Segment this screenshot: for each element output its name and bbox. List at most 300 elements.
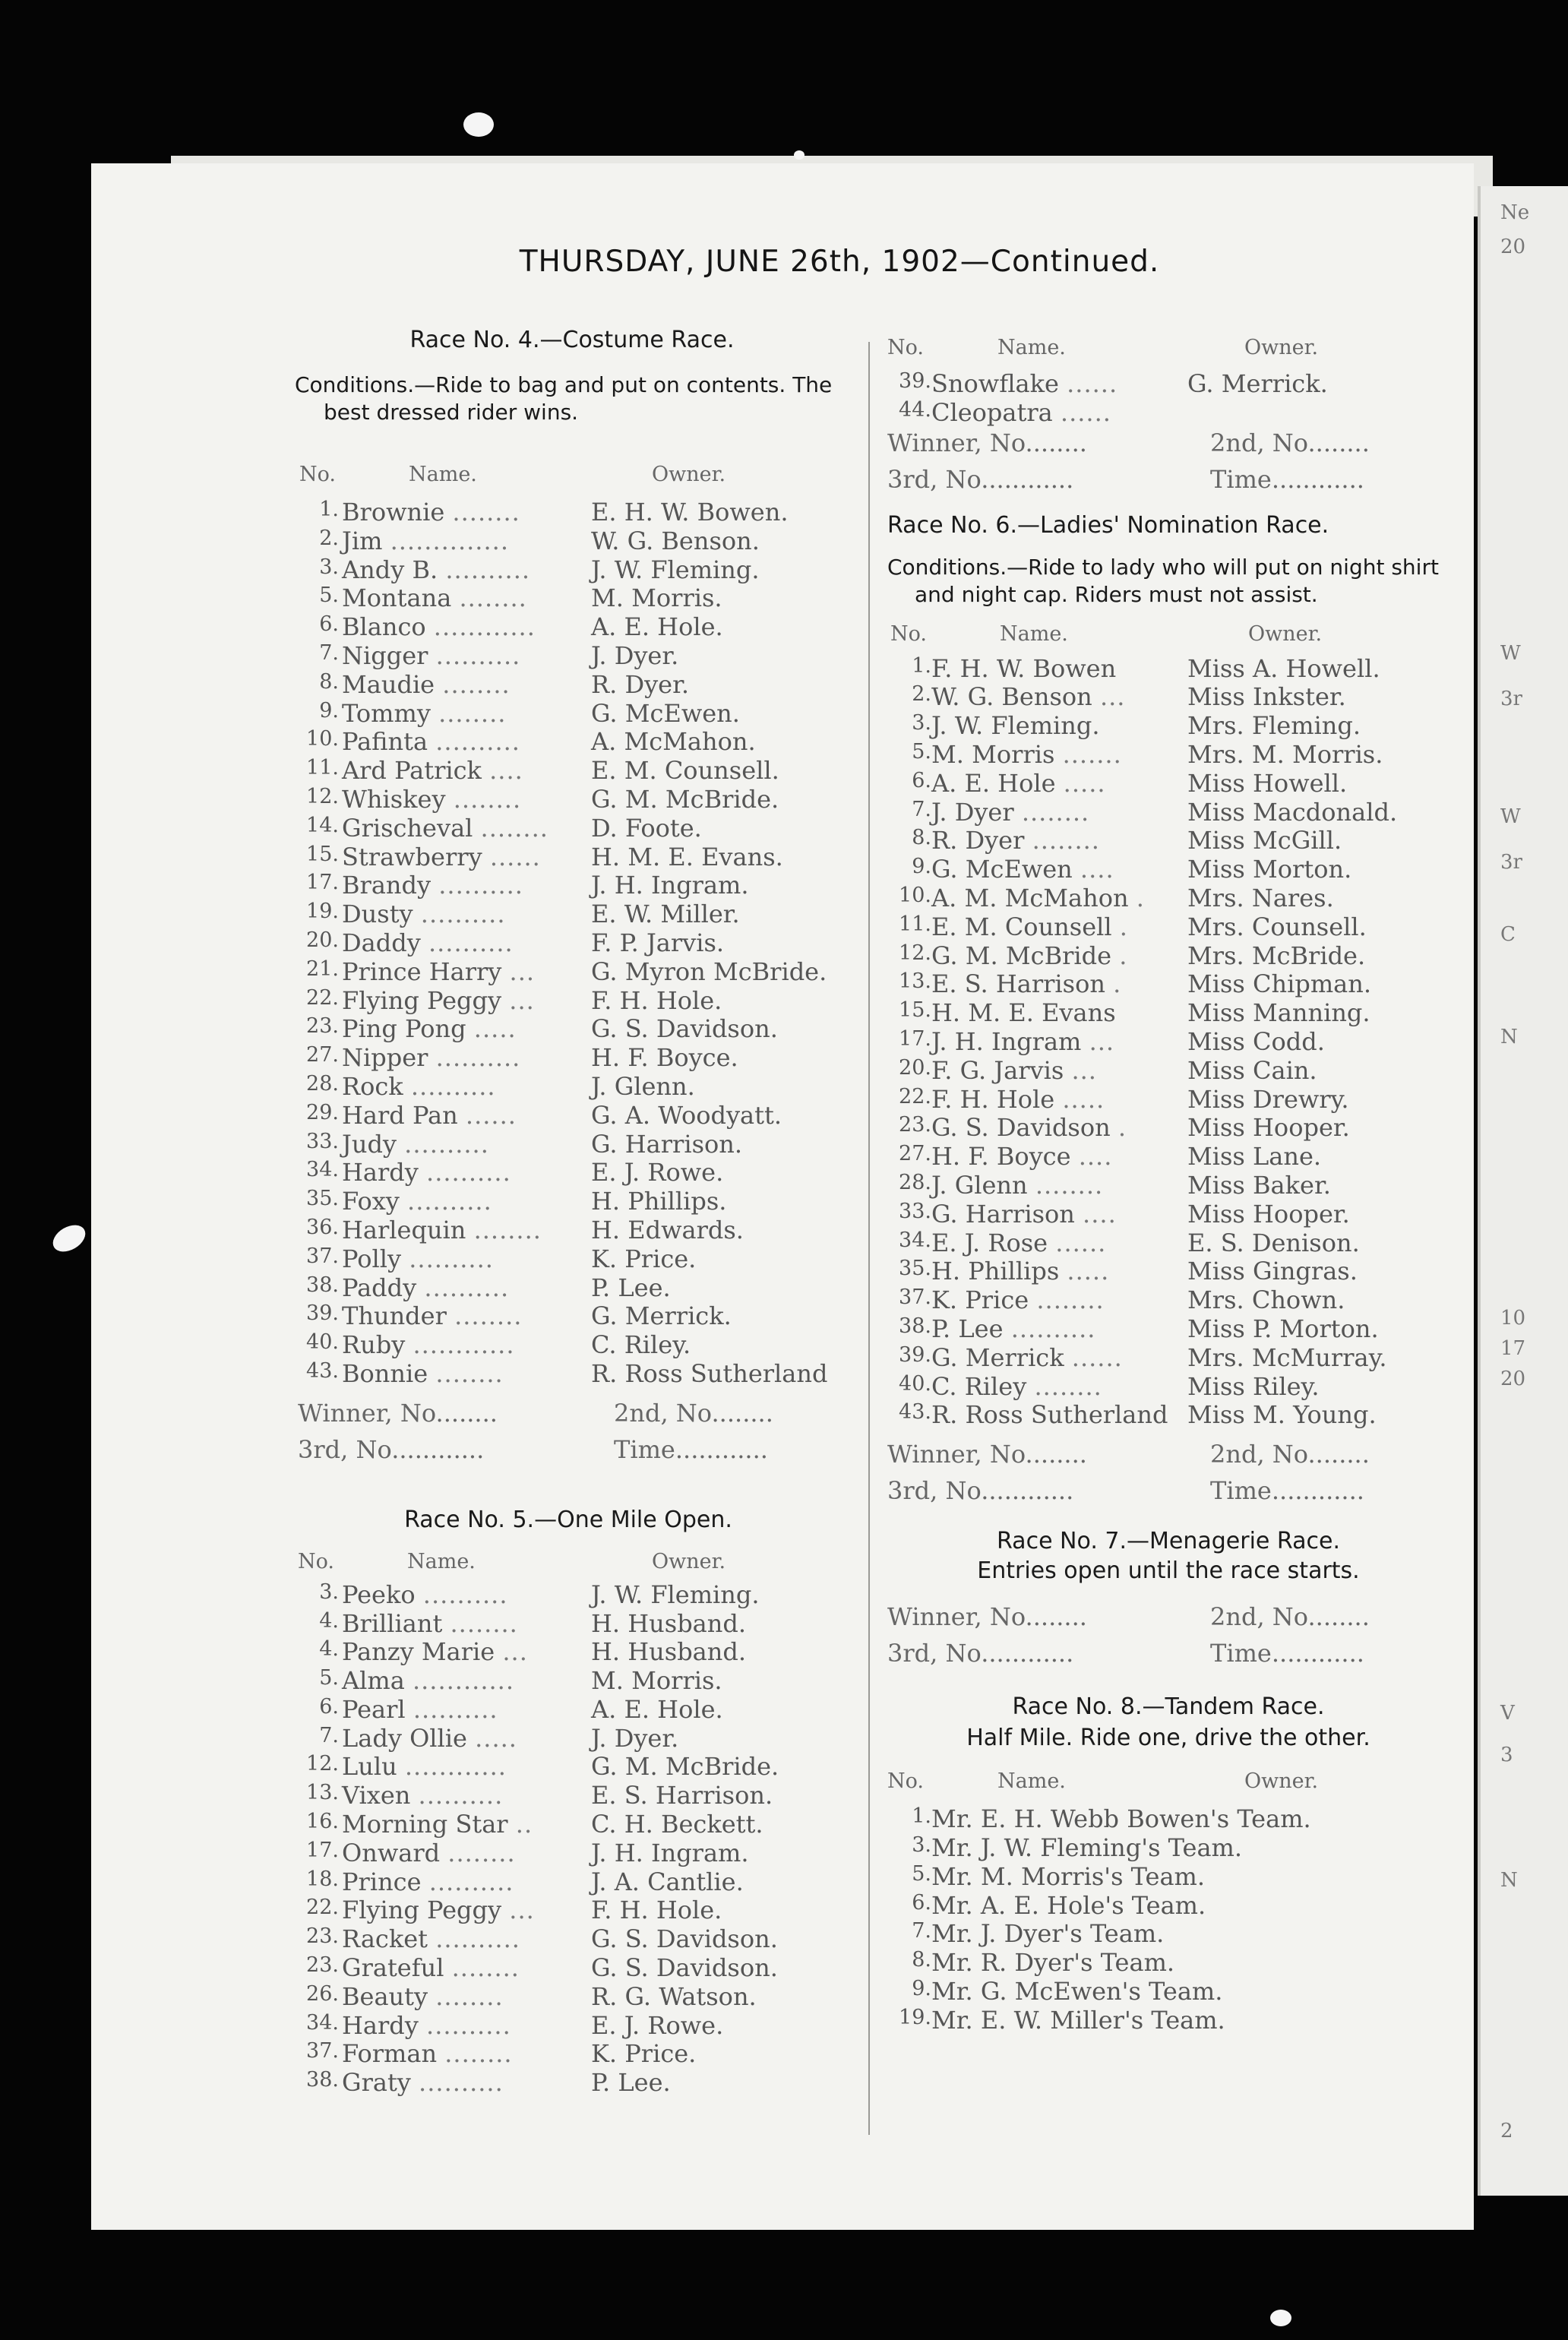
leader-dots: ........ [442, 669, 511, 699]
entry-owner: Miss Morton. [1187, 855, 1352, 884]
entry-row [295, 1014, 857, 1043]
entry-owner: G. Harrison. [591, 1129, 743, 1159]
entry-name [342, 583, 527, 612]
entry-name-text: Mr. M. Morris's Team. [931, 1861, 1206, 1891]
entry-owner: Mrs. Chown. [1187, 1285, 1345, 1315]
leader-dots: ........ [473, 1215, 542, 1244]
entry-number: 13. [899, 969, 931, 994]
entry-row [295, 1637, 857, 1666]
entry-number: 34. [899, 1228, 931, 1252]
leader-dots: ... [1071, 1055, 1097, 1085]
entry-name [931, 398, 1111, 427]
leader-dots: .......... [435, 727, 520, 757]
entry-number: 15. [306, 842, 339, 866]
entry-row [887, 1804, 1449, 1833]
entry-row [887, 1372, 1449, 1401]
header-owner: Owner. [652, 1549, 726, 1573]
entry-number: 12. [899, 941, 931, 965]
leader-dots: ...... [1060, 397, 1111, 427]
next-page-fragment: 17 [1500, 1337, 1526, 1360]
entry-row [887, 1862, 1449, 1891]
entry-name [931, 1804, 1311, 1833]
header-no: No. [299, 463, 336, 486]
entry-name-text: Hard Pan [342, 1100, 458, 1130]
next-page-fragment: 3r [1500, 851, 1522, 874]
entry-number: 17. [306, 871, 339, 895]
entry-name-text: A. M. McMahon [931, 883, 1129, 912]
entry-owner: A. E. Hole. [591, 1694, 723, 1724]
entry-number: 26. [306, 1981, 339, 2006]
entry-number: 9. [912, 1976, 931, 2000]
entry-number: 20. [899, 1055, 931, 1080]
entry-name-text: Mr. G. McEwen's Team. [931, 1976, 1223, 2006]
entry-number: 10. [899, 883, 931, 907]
leader-dots: .......... [413, 1694, 498, 1724]
entry-name-text: Prince [342, 1867, 422, 1896]
entry-name-text: Thunder [342, 1301, 447, 1331]
entry-owner: J. H. Ingram. [591, 1838, 749, 1867]
entry-name [342, 612, 536, 641]
entry-row [295, 814, 857, 843]
entry-number: 5. [912, 739, 931, 764]
next-page-fragment: N [1500, 1026, 1518, 1048]
entry-name-text: F. H. W. Bowen [931, 653, 1117, 683]
leader-dots: .. [515, 1810, 533, 1839]
entry-owner: R. G. Watson. [591, 1981, 757, 2011]
entry-name [342, 1187, 492, 1216]
entry-name-text: Tommy [342, 698, 431, 728]
entry-name-text: Montana [342, 583, 452, 613]
entry-owner: G. Merrick. [1187, 369, 1328, 398]
entry-name-text: C. Riley [931, 1371, 1027, 1401]
entry-name [342, 1924, 520, 1953]
entry-number: 15. [899, 998, 931, 1023]
next-page-fragment: 3 [1500, 1744, 1513, 1766]
entry-row [887, 884, 1449, 912]
entry-name-text: Cleopatra [931, 397, 1053, 427]
header-no: No. [887, 1769, 924, 1794]
entry-number: 23. [899, 1113, 931, 1137]
entry-row [887, 1142, 1449, 1171]
entry-number: 5. [912, 1861, 931, 1886]
race7-third-line [887, 1639, 1449, 1675]
entry-row [295, 1043, 857, 1072]
entry-name [342, 1982, 504, 2011]
entry-number: 6. [319, 612, 339, 637]
next-page-edge [1478, 186, 1568, 2196]
entry-row [295, 1924, 857, 1953]
entry-name-text: Mr. E. W. Miller's Team. [931, 2005, 1225, 2035]
entry-name-text: Foxy [342, 1187, 400, 1216]
entry-name [931, 998, 1116, 1027]
entry-name-text: Blanco [342, 612, 426, 642]
entry-row [887, 1343, 1449, 1372]
entry-row [295, 756, 857, 785]
entry-name [342, 2039, 513, 2068]
entry-owner: M. Morris. [591, 583, 722, 613]
leader-dots: ...... [1055, 1228, 1107, 1257]
entry-owner: G. S. Davidson. [591, 1014, 778, 1044]
leader-dots: .......... [424, 1273, 510, 1302]
entry-name [342, 814, 548, 843]
entry-owner: Miss P. Morton. [1187, 1314, 1379, 1343]
entry-name-text: A. E. Hole [931, 768, 1056, 798]
entry-owner: Miss Lane. [1187, 1142, 1322, 1172]
race8-heading: Race No. 8.—Tandem Race. [1012, 1693, 1325, 1721]
entry-name [931, 1372, 1102, 1401]
entry-number: 10. [306, 727, 339, 751]
race6-entry-list [887, 654, 1449, 1430]
entry-row [295, 1896, 857, 1924]
entry-owner: G. S. Davidson. [591, 1953, 778, 1983]
entry-name-text: Beauty [342, 1981, 428, 2011]
entry-name-text: Graty [342, 2068, 411, 2098]
entry-number: 37. [306, 1244, 339, 1268]
entry-number: 20. [306, 928, 339, 952]
entry-name [931, 1171, 1103, 1200]
entry-owner: Miss Chipman. [1187, 969, 1372, 999]
next-page-fragment: V [1500, 1702, 1515, 1725]
entry-row [887, 941, 1449, 970]
entry-number: 16. [306, 1810, 339, 1834]
entry-owner: Mrs. Counsell. [1187, 912, 1367, 941]
entry-name [342, 699, 506, 728]
entry-name-text: H. Phillips [931, 1257, 1060, 1286]
entry-name-text: Brandy [342, 871, 432, 900]
entry-number: 13. [306, 1781, 339, 1805]
third-field: 3rd, No............ [887, 1476, 1074, 1506]
entry-row [887, 1085, 1449, 1114]
entry-name-text: Harlequin [342, 1215, 466, 1244]
leader-dots: .... [1080, 855, 1114, 884]
entry-number: 35. [899, 1257, 931, 1281]
entry-name [931, 798, 1089, 827]
entry-name [342, 1637, 528, 1666]
entry-name [931, 855, 1114, 884]
entry-row [295, 2011, 857, 2040]
entry-number: 37. [306, 2039, 339, 2063]
entry-owner: E. H. W. Bowen. [591, 498, 789, 526]
entry-owner: G. S. Davidson. [591, 1924, 778, 1954]
entry-name [342, 843, 541, 871]
entry-name [931, 1833, 1242, 1862]
page-title: THURSDAY, JUNE 26th, 1902—Continued. [519, 245, 1160, 279]
race6-conditions [887, 554, 1449, 609]
entry-name [342, 928, 514, 957]
entry-number: 39. [306, 1301, 339, 1326]
leader-dots: .......... [419, 2068, 504, 2098]
entry-name [342, 555, 530, 584]
second-field: 2nd, No........ [1210, 1440, 1370, 1469]
time-field: Time............ [1210, 1476, 1364, 1506]
entry-row [295, 1244, 857, 1273]
entry-name-text: Flying Peggy [342, 985, 502, 1015]
leader-dots: .......... [426, 2010, 511, 2040]
leader-dots: .......... [409, 1244, 494, 1273]
entry-number: 7. [912, 797, 931, 821]
entry-number: 37. [899, 1285, 931, 1310]
header-name: Name. [997, 336, 1066, 359]
entry-row [887, 1285, 1449, 1314]
entry-name-text: E. S. Harrison [931, 969, 1105, 999]
header-owner: Owner. [652, 463, 726, 486]
leader-dots: ........ [438, 698, 507, 728]
entry-number: 36. [306, 1215, 339, 1239]
entry-name [931, 1085, 1105, 1114]
entry-name [931, 1113, 1127, 1142]
race4-winner-line [295, 1399, 857, 1435]
entry-name [342, 727, 520, 756]
entry-owner: Miss Gingras. [1187, 1257, 1358, 1286]
leader-dots: .......... [426, 1158, 511, 1187]
entry-row [295, 1072, 857, 1101]
entry-name [342, 1216, 542, 1244]
winner-field: Winner, No........ [298, 1398, 498, 1428]
entry-name-text: Morning Star [342, 1810, 508, 1839]
next-page-fragment: 2 [1500, 2120, 1513, 2142]
entry-name [342, 1896, 535, 1924]
header-owner: Owner. [1248, 621, 1323, 646]
entry-number: 1. [912, 653, 931, 678]
entry-name [931, 740, 1122, 769]
next-page-fragment: Ne [1500, 201, 1530, 224]
entry-name [931, 1142, 1112, 1171]
leader-dots: .......... [435, 1043, 521, 1073]
leader-dots: ........ [435, 1981, 504, 2011]
entry-name-text: J. W. Fleming. [931, 711, 1100, 741]
time-field: Time............ [1210, 464, 1364, 494]
entry-number: 38. [899, 1314, 931, 1338]
entry-name-text: R. Ross Sutherland [931, 1400, 1168, 1430]
entry-owner: H. F. Boyce. [591, 1043, 738, 1073]
entry-name [342, 1953, 520, 1982]
entry-name [342, 1724, 517, 1753]
entry-row [295, 1695, 857, 1724]
time-field: Time............ [1210, 1639, 1364, 1668]
leader-dots: ........ [1034, 1371, 1102, 1401]
leader-dots: .......... [435, 1924, 520, 1954]
entry-row [887, 1113, 1449, 1142]
entry-row [295, 871, 857, 900]
entry-row [887, 1948, 1449, 1977]
entry-row [295, 1609, 857, 1638]
entry-owner: C. H. Beckett. [591, 1810, 763, 1839]
entry-number: 7. [319, 1723, 339, 1747]
entry-owner: Miss A. Howell. [1187, 653, 1380, 683]
entry-row [295, 1273, 857, 1302]
next-page-fragment: 3r [1500, 688, 1522, 710]
entry-name-text: Mr. J. W. Fleming's Team. [931, 1832, 1243, 1862]
entry-owner: Miss Baker. [1187, 1170, 1331, 1200]
entry-owner: F. P. Jarvis. [591, 928, 725, 957]
entry-number: 17. [306, 1838, 339, 1862]
dust-speck [794, 150, 805, 160]
entry-name-text: Grischeval [342, 813, 473, 843]
entry-name-text: Mr. A. E. Hole's Team. [931, 1890, 1206, 1920]
entry-name-text: G. McEwen [931, 855, 1073, 884]
leader-dots: . [1119, 912, 1128, 941]
entry-name-text: Polly [342, 1244, 402, 1273]
entry-name-text: Mr. E. H. Webb Bowen's Team. [931, 1804, 1311, 1834]
entry-row [295, 1216, 857, 1244]
entry-name-text: Nipper [342, 1043, 428, 1073]
entry-name [931, 682, 1125, 711]
entry-row [295, 1158, 857, 1187]
leader-dots: ........ [1035, 1170, 1104, 1200]
entry-number: 8. [912, 1948, 931, 1972]
entry-owner: D. Foote. [591, 813, 702, 843]
entry-name-text: Andy B. [342, 555, 438, 584]
entry-number: 40. [306, 1330, 339, 1355]
leader-dots: ............ [413, 1330, 515, 1360]
entry-owner: Miss Inkster. [1187, 682, 1346, 712]
entry-owner: Miss Hooper. [1187, 1113, 1350, 1143]
entry-name-text: Jim [342, 526, 383, 555]
leader-dots: ... [509, 985, 535, 1015]
third-field: 3rd, No............ [298, 1434, 485, 1464]
header-name: Name. [407, 1549, 476, 1573]
entry-owner: G. M. McBride. [591, 784, 779, 814]
time-field: Time............ [614, 1434, 768, 1464]
entry-name [342, 1580, 508, 1609]
entry-name [931, 1056, 1097, 1085]
entry-number: 2. [319, 526, 339, 550]
entry-row [887, 1919, 1449, 1948]
race4-column-headers [295, 463, 857, 493]
entry-row [887, 826, 1449, 855]
winner-field: Winner, No........ [887, 1440, 1087, 1469]
header-no: No. [887, 336, 924, 359]
entry-name [342, 2011, 511, 2040]
race6-column-headers [887, 622, 1449, 653]
entry-name [342, 1072, 496, 1101]
entry-name [931, 1027, 1114, 1056]
entry-name-text: Bonnie [342, 1358, 428, 1388]
next-page-fragment: 20 [1500, 236, 1526, 258]
entry-name [342, 900, 506, 928]
entry-number: 5. [319, 1666, 339, 1690]
entry-number: 38. [306, 2068, 339, 2092]
entry-name [931, 711, 1100, 740]
entry-name [342, 1839, 516, 1867]
entry-name [931, 654, 1116, 683]
leader-dots: ........ [452, 498, 520, 526]
entry-owner: J. Glenn. [591, 1071, 695, 1101]
entry-number: 9. [319, 698, 339, 723]
leader-dots: ........ [1032, 826, 1100, 855]
leader-dots: ........ [1036, 1285, 1105, 1315]
entry-owner: Mrs. M. Morris. [1187, 739, 1383, 769]
entry-row [295, 1666, 857, 1695]
entry-name [931, 884, 1145, 912]
winner-field: Winner, No........ [887, 1602, 1087, 1632]
entry-number: 5. [319, 583, 339, 608]
entry-name [931, 969, 1121, 998]
leader-dots: .... [1083, 1199, 1117, 1228]
entry-owner: Miss Howell. [1187, 768, 1348, 798]
dust-speck [463, 112, 494, 137]
race4-conditions [295, 372, 857, 426]
entry-owner: G. M. McBride. [591, 1752, 779, 1782]
entry-owner: G. A. Woodyatt. [591, 1100, 782, 1130]
entry-name [342, 641, 520, 670]
entry-owner: Mrs. Nares. [1187, 883, 1334, 912]
leader-dots: .......... [428, 1867, 514, 1896]
entry-name-text: Ard Patrick [342, 756, 482, 786]
leader-dots: .......... [420, 900, 506, 929]
entry-name-text: Hardy [342, 1158, 419, 1187]
entry-name-text: E. J. Rose [931, 1228, 1048, 1257]
entry-row [887, 740, 1449, 769]
entry-number: 4. [319, 1637, 339, 1662]
race5-cont-column-headers [887, 336, 1449, 366]
entry-name [342, 1359, 504, 1388]
dust-speck [1270, 2310, 1291, 2326]
race8-column-headers [887, 1769, 1449, 1800]
entry-name-text: Flying Peggy [342, 1896, 502, 1925]
winner-field: Winner, No........ [887, 428, 1087, 457]
entry-name [931, 1862, 1205, 1891]
race4-heading: Race No. 4.—Costume Race. [409, 327, 735, 353]
entry-name-text: G. Merrick [931, 1342, 1064, 1372]
entry-row [295, 526, 857, 555]
entry-number: 3. [912, 1832, 931, 1857]
entry-name [931, 769, 1106, 798]
leader-dots: ...... [465, 1100, 517, 1130]
entry-number: 18. [306, 1867, 339, 1891]
entry-name-text: Strawberry [342, 842, 482, 871]
entry-owner: Mrs. McBride. [1187, 941, 1366, 970]
entry-name [342, 2068, 504, 2097]
entry-owner: R. Dyer. [591, 669, 690, 699]
leader-dots: .......... [445, 555, 531, 584]
leader-dots: .............. [390, 526, 509, 555]
entry-number: 21. [306, 957, 339, 981]
entry-row [887, 682, 1449, 711]
entry-name-text: Alma [342, 1666, 405, 1696]
entry-row [295, 986, 857, 1015]
entry-owner: Miss McGill. [1187, 826, 1342, 855]
entry-row [295, 612, 857, 641]
entry-name [931, 826, 1100, 855]
entry-name [342, 1867, 514, 1896]
entry-number: 14. [306, 813, 339, 837]
entry-name [342, 1781, 503, 1810]
column-divider [868, 342, 870, 2135]
leader-dots: ... [1099, 682, 1126, 712]
leader-dots: ........ [447, 1838, 516, 1867]
header-name: Name. [409, 463, 477, 486]
entry-row [295, 555, 857, 584]
entry-owner: Miss Drewry. [1187, 1084, 1349, 1114]
entry-owner: Miss Hooper. [1187, 1199, 1350, 1228]
entry-row [887, 1257, 1449, 1285]
third-field: 3rd, No............ [887, 464, 1074, 494]
entry-row [887, 1977, 1449, 2006]
entry-name [342, 1609, 518, 1638]
entry-name-text: Racket [342, 1924, 428, 1954]
entry-number: 22. [899, 1084, 931, 1108]
leader-dots: .......... [428, 928, 514, 957]
race5-heading: Race No. 5.—One Mile Open. [404, 1506, 732, 1533]
dust-speck [49, 1220, 90, 1257]
entry-name-text: Maudie [342, 669, 435, 699]
leader-dots: . [1119, 941, 1128, 970]
entry-name [931, 369, 1118, 398]
entry-name-text: J. Glenn [931, 1170, 1028, 1200]
entry-name-text: W. G. Benson [931, 682, 1092, 712]
entry-owner: A. E. Hole. [591, 612, 723, 642]
